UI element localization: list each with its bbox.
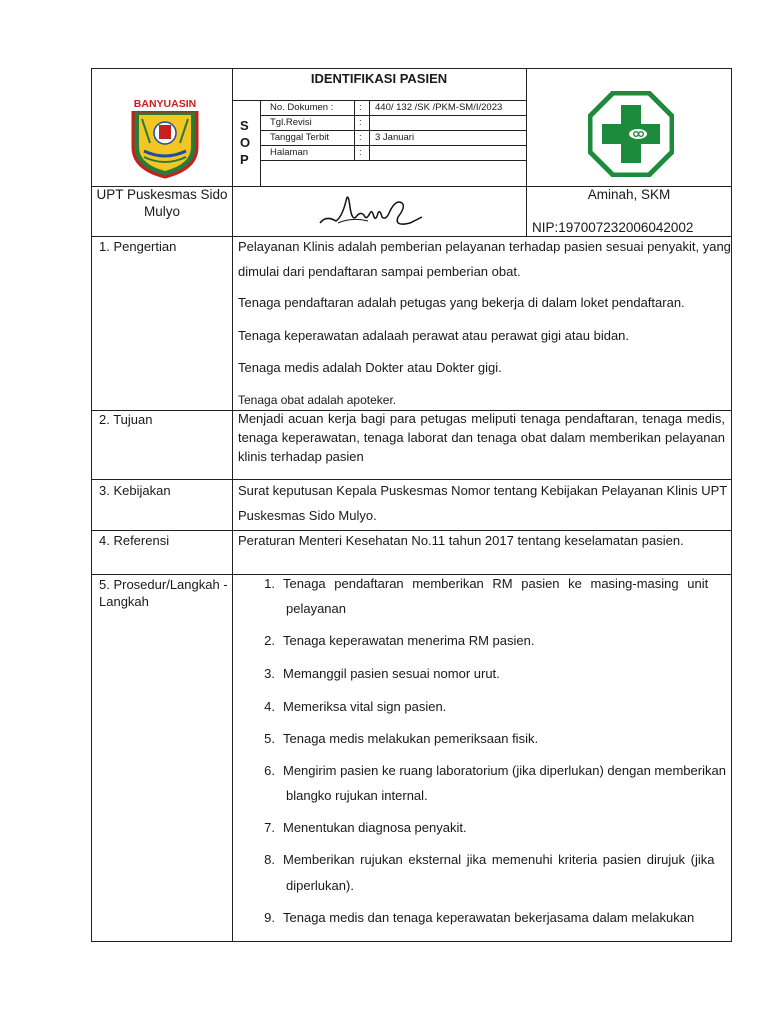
meta-row-line-4 [260, 160, 526, 161]
meta-sep: : [359, 102, 362, 113]
step-text-cont: pelayanan [286, 601, 346, 616]
logo-text: BANYUASIN [128, 98, 202, 111]
step-text: Memberikan rujukan eksternal jika memenuhi kriteria pasien dirujuk (jika [283, 852, 715, 867]
meta-value-no-dokumen: 440/ 132 /SK /PKM-SM/I/2023 [375, 102, 503, 113]
sop-col-divider [260, 100, 261, 186]
pengertian-p3: Tenaga keperawatan adalaah perawat atau perawat gigi atau bidan. [238, 328, 630, 343]
step-number: 6. [264, 763, 275, 778]
meta-label-tanggal-terbit: Tanggal Terbit [270, 132, 329, 143]
org-name-line1: UPT Puskesmas Sido [96, 187, 228, 202]
step-text-cont: blangko rujukan internal. [286, 788, 428, 803]
meta-sep: : [359, 132, 362, 143]
step-text: Mengirim pasien ke ruang laboratorium (jika diperlukan) dengan memberikan [283, 763, 726, 778]
org-name-line2: Mulyo [143, 204, 180, 219]
sop-letter-s: S [240, 118, 249, 133]
step-number: 7. [264, 820, 275, 835]
divider-v-left [232, 69, 233, 942]
step-number: 9. [264, 910, 275, 925]
document-title: IDENTIFIKASI PASIEN [310, 71, 448, 86]
referensi-text: Peraturan Menteri Kesehatan No.11 tahun 2017 tentang keselamatan pasien. [238, 533, 684, 548]
kebijakan-line2: Puskesmas Sido Mulyo. [238, 508, 377, 523]
signature-icon [312, 187, 432, 233]
step-text: Tenaga pendaftaran memberikan RM pasien ke masing-masing unit [283, 576, 709, 591]
meta-sep: : [359, 147, 362, 158]
step-text: Tenaga medis dan tenaga keperawatan bekerjasama dalam melakukan [283, 910, 695, 925]
divider-h-prosedur [92, 574, 732, 575]
section-label-prosedur-line2: Langkah [99, 594, 149, 609]
meta-sep: : [359, 117, 362, 128]
section-label-referensi: 4. Referensi [99, 533, 170, 548]
section-label-pengertian: 1. Pengertian [99, 239, 177, 254]
divider-h-referensi [92, 530, 732, 531]
puskesmas-logo [588, 91, 674, 177]
signature [312, 187, 432, 233]
meta-row-line-1 [260, 115, 526, 116]
step-number: 3. [264, 666, 275, 681]
step-number: 1. [264, 576, 275, 591]
step-text: Tenaga medis melakukan pemeriksaan fisik. [283, 731, 539, 746]
pengertian-p4: Tenaga medis adalah Dokter atau Dokter gigi. [238, 360, 502, 375]
banyuasin-logo [128, 97, 202, 179]
signer-name: Aminah, SKM [587, 187, 671, 202]
step-text: Memanggil pasien sesuai nomor urut. [283, 666, 500, 681]
sop-letter-o: O [240, 135, 251, 150]
section-label-kebijakan: 3. Kebijakan [99, 483, 171, 498]
kebijakan-line1: Surat keputusan Kepala Puskesmas Nomor tentang Kebijakan Pelayanan Klinis UPT [238, 483, 728, 498]
meta-value-tanggal-terbit: 3 Januari [375, 132, 415, 143]
divider-h-sig [92, 236, 732, 237]
step-text-cont: diperlukan). [286, 878, 354, 893]
pengertian-p2: Tenaga pendaftaran adalah petugas yang bekerja di dalam loket pendaftaran. [238, 295, 685, 310]
divider-h-kebijakan [92, 479, 732, 480]
puskesmas-cross-icon [588, 91, 674, 177]
pengertian-p5: Tenaga obat adalah apoteker. [238, 393, 397, 407]
meta-label-no-dokumen: No. Dokumen : [270, 102, 334, 113]
meta-row-line-3 [260, 145, 526, 146]
tujuan-text: Menjadi acuan kerja bagi para petugas meliputi tenaga pendaftaran, tenaga medis, tenaga keperawatan, tenaga laborat dan tenaga obat dalam memberikan pelayanan klinis terhadap pasien [238, 411, 725, 464]
step-number: 8. [264, 852, 275, 867]
section-label-tujuan: 2. Tujuan [99, 412, 153, 427]
meta-row-line-2 [260, 130, 526, 131]
step-text: Menentukan diagnosa penyakit. [283, 820, 467, 835]
section-label-prosedur-line1: 5. Prosedur/Langkah - [99, 577, 228, 592]
meta-label-tgl-revisi: Tgl.Revisi [270, 117, 312, 128]
signer-nip: NIP:197007232006042002 [532, 220, 694, 235]
divider-v-right-header [526, 69, 527, 236]
title-underline [232, 100, 526, 101]
step-number: 4. [264, 699, 275, 714]
step-number: 5. [264, 731, 275, 746]
pengertian-line1: Pelayanan Klinis adalah pemberian pelayanan terhadap pasien sesuai penyakit, yang [238, 239, 731, 254]
step-text: Tenaga keperawatan menerima RM pasien. [283, 633, 535, 648]
sop-letter-p: P [240, 152, 249, 167]
sop-document [91, 68, 732, 942]
step-number: 2. [264, 633, 275, 648]
meta-label-halaman: Halaman [270, 147, 309, 158]
step-text: Memeriksa vital sign pasien. [283, 699, 447, 714]
pengertian-line2: dimulai dari pendaftaran sampai pemberian obat. [238, 264, 521, 279]
